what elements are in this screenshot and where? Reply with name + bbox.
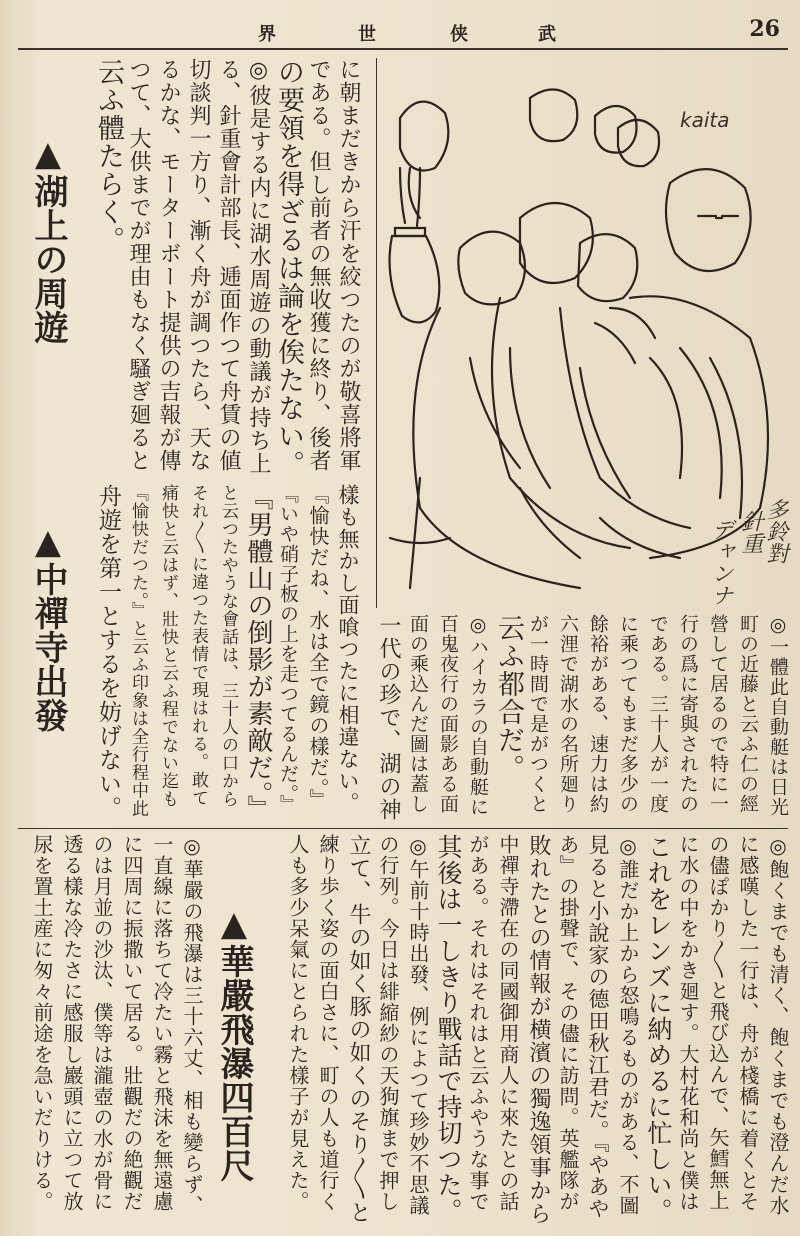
- text-column: る、針重會計部長、逓面作つて舟賃の値: [216, 58, 241, 472]
- text-column: に朝まだきから汗を絞つたのが敬喜將軍: [336, 58, 361, 472]
- text-column: 『愉快だね、水は全で鏡の樣だ。』: [306, 484, 330, 810]
- text-column: 營して居るので特に一: [707, 614, 729, 814]
- header-rule: [18, 48, 788, 50]
- text-column: 一直線に落ちて冷たい霧と飛沫を無遠慮: [150, 834, 174, 1212]
- text-column: 云ふ都合だ。: [493, 614, 524, 782]
- text-column: ◎華嚴の飛瀑は三十六丈、相も變らず、: [180, 834, 204, 1216]
- text-column: 人も多少呆氣にとられた樣子が見えた。: [286, 834, 310, 1212]
- text-column: 町の近藤と云ふ仁の經: [737, 614, 759, 814]
- text-column: である。但し前者の無收獲に終り、後者: [306, 58, 331, 472]
- artist-signature: kaita: [680, 108, 730, 132]
- running-header: [18, 10, 788, 50]
- text-column: るかな、モーターボート提供の吉報が傳: [156, 58, 181, 472]
- text-column: に水の中をかき廻す。大村花和尚と僕は: [676, 834, 700, 1212]
- header-char-2: 世: [358, 24, 376, 45]
- text-column: の儘ぽかり〳〵と飛び込んで、矢鱈無上: [706, 834, 730, 1211]
- text-column: 『愉快だつた。』と云ふ印象は全行程中此: [128, 484, 148, 818]
- text-column: 舟遊を第一とするを妨げない。: [95, 484, 121, 820]
- caption-line-1: 多鈴對: [763, 498, 788, 564]
- text-column: ◎午前十時出發、例によつて珍妙不思議: [406, 834, 430, 1216]
- text-column: 六浬で湖水の名所廻り: [557, 614, 579, 814]
- text-column: 云ふ體たらく。: [93, 58, 124, 254]
- text-column: それ〳〵に違つた表情で現はれる。敢て: [188, 484, 208, 807]
- text-column: ◎彼是する内に湖水周遊の動議が持ち上: [246, 58, 271, 475]
- text-column: 其後は一しきり戰話で持切つた。: [434, 834, 463, 1224]
- text-column: である。三十人が一度: [647, 614, 669, 814]
- text-column: が一時間で是がつくと: [527, 614, 549, 814]
- heading-lake-tour: ▲湖上の周遊: [28, 134, 68, 344]
- header-char-3: 侠: [450, 24, 468, 45]
- text-column: 練り歩く姿の面白さに、町の人も道行く: [316, 834, 340, 1212]
- text-column: 立て、牛の如く豚の如くのそり〳〵と: [346, 834, 371, 1224]
- text-column: 痛快と云はず、壯快と云ふ程でない迄も: [158, 484, 178, 808]
- text-column: に感嘆した一行は、舟が棧橋に着くとそ: [736, 834, 760, 1212]
- header-char-1: 界: [258, 24, 276, 45]
- text-column: ◎一體此自動艇は日光: [767, 614, 789, 817]
- text-column: 一代の珍で、湖の神: [376, 614, 401, 821]
- cartoon-illustration: [380, 58, 788, 606]
- heading-kegon-falls: ▲華嚴飛瀑四百尺: [214, 904, 254, 1182]
- text-column: ◎飽くまでも清く、飽くまでも澄んだ水: [766, 834, 790, 1216]
- caption-line-2: 針重: [738, 510, 763, 554]
- text-column: ◎誰だか上から怒鳴るものがある、不圖: [616, 834, 640, 1216]
- text-column: のは月並の沙汰、僕等は瀧壺の水が骨に: [90, 834, 114, 1212]
- text-column: 行の爲に寄與されたの: [677, 614, 699, 814]
- text-column: がある。それはそれはと云ふやうな事で: [466, 834, 490, 1212]
- caption-line-3: デャンナ: [708, 518, 733, 606]
- text-column: ◎ハイカラの自動艇に: [467, 614, 489, 817]
- text-column: つて、大供までが理由もなく騷ぎ廻ると: [126, 58, 151, 472]
- text-column: 餘裕がある、速力は約: [587, 614, 609, 814]
- text-column: 中禪寺滯在の同國御用商人に來たとの話: [496, 834, 520, 1212]
- text-column: 『男體山の倒影が素敵だ。』: [243, 484, 273, 822]
- section-divider: [18, 828, 788, 829]
- text-column: 切談判一方り、漸く舟が調つたら、天な: [186, 58, 211, 472]
- text-column: に乘つてもまだ多少の: [617, 614, 639, 814]
- text-column: 面の乘込んだ圖は蓋し: [407, 614, 429, 814]
- text-column: と云つたやうな會話は、三十人の口から: [218, 484, 238, 808]
- text-column: の行列。今日は緋縮紗の天狗旗まで押し: [376, 834, 400, 1212]
- page-number: 26: [749, 16, 780, 42]
- text-column: 透る樣な冷たさに感服し巖頭に立つて放: [60, 834, 84, 1212]
- illustration-border: [376, 58, 377, 608]
- text-column: の要領を得ざるは論を俟たない。: [273, 58, 304, 478]
- text-column: 見ると小說家の德田秋江君だ。『やあや: [586, 834, 610, 1220]
- text-column: あ』の掛聲で、その儘に訪問。英艦隊が: [556, 834, 580, 1212]
- text-column: これをレンズに納めるに忙しい。: [644, 834, 673, 1224]
- text-column: 百鬼夜行の面影ある面: [437, 614, 459, 814]
- header-char-4: 武: [538, 24, 556, 45]
- text-column: 尿を置土産に匆々前途を急いだりける。: [30, 834, 54, 1212]
- text-column: 敗れたとの情報が横濱の獨逸領事から: [526, 834, 551, 1225]
- text-column: 樣も無かし面喰つたに相違ない。: [336, 484, 360, 814]
- heading-chuzenji-departure: ▲中禪寺出發: [28, 522, 68, 732]
- text-column: に四周に振撒いて居る。壯觀だの絶觀だ: [120, 834, 144, 1212]
- text-column: 『いや硝子板の上を走つてるんだ。』: [277, 484, 299, 815]
